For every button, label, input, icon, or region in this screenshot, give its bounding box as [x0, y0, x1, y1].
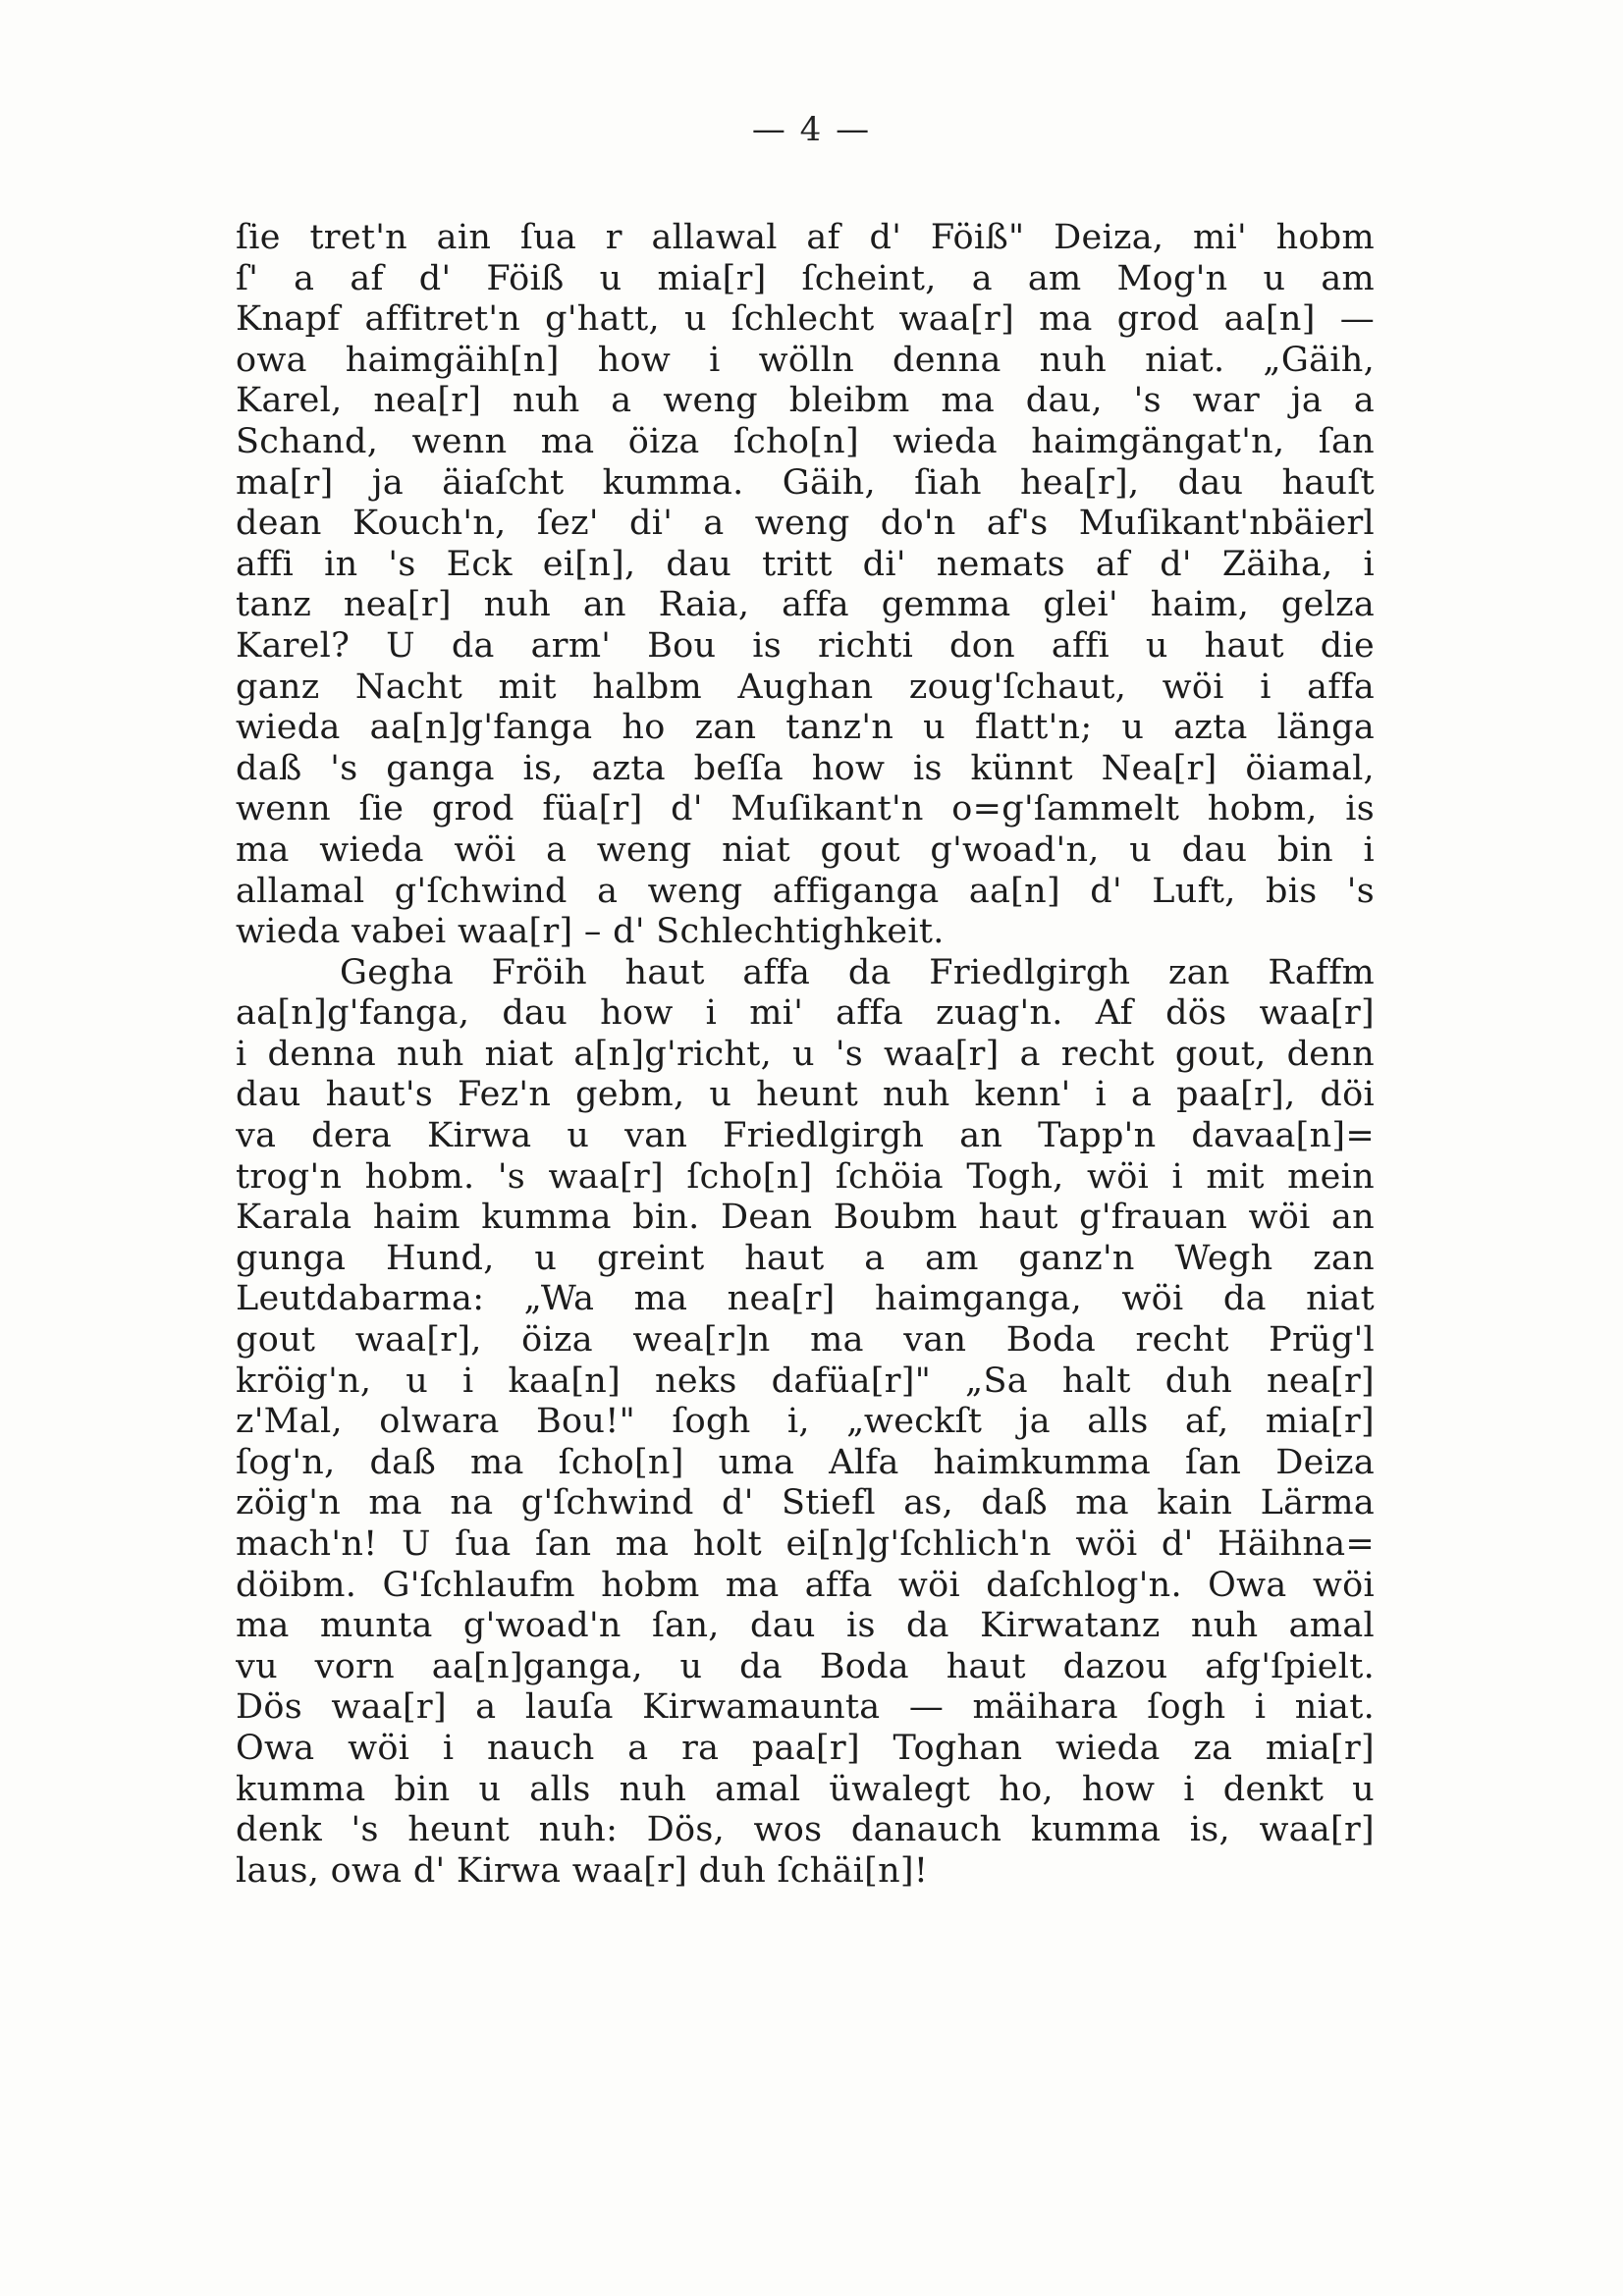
text-line: Karel? U da arm' Bou is richti don affi u haut die	[236, 625, 1375, 666]
text-line: Leutdabarma: „Wa ma nea[r] haimganga, wöi da niat	[236, 1279, 1375, 1319]
text-line: Knapf affitret'n g'hatt, u ſchlecht waa[r] ma grod aa[n] —	[236, 299, 1375, 340]
text-line: zöig'n ma na g'ſchwind d' Stiefl as, daß ma kain Lärma	[236, 1483, 1375, 1523]
text-line: ſie tret'n ain ſua r allawal af d' Föiß" Deiza, mi' hobm	[236, 218, 1375, 257]
text-line: ſ' a af d' Föiß u mia[r] ſcheint, a am Mog'n u am	[236, 258, 1375, 298]
text-line: Gegha Fröih haut affa da Friedlgirgh zan Raffm	[340, 952, 1375, 992]
body-text	[236, 218, 1375, 1892]
text-line: ma[r] ja äiaſcht kumma. Gäih, ſiah hea[r], dau hauſt	[236, 462, 1375, 503]
text-line: Dös waa[r] a lauſa Kirwamaunta — mäihara ſogh i niat.	[236, 1687, 1375, 1728]
text-line: wieda vabei waa[r] – d' Schlechtighkeit.	[236, 912, 945, 952]
text-line: ganz Nacht mit halbm Aughan zoug'ſchaut, wöi i affa	[236, 667, 1375, 707]
text-line: z'Mal, olwara Bou!" ſogh i, „weckſt ja alls af, mia[r]	[236, 1402, 1375, 1442]
text-line: aa[n]g'fanga, dau how i mi' affa zuag'n. Af dös waa[r]	[236, 993, 1375, 1034]
text-line: affi in 's Eck ei[n], dau tritt di' nemats af d' Zäiha, i	[236, 544, 1375, 584]
text-line: owa haimgäih[n] how i wölln denna nuh niat. „Gäih,	[236, 340, 1375, 380]
text-line: gunga Hund, u greint haut a am ganz'n Wegh zan	[236, 1238, 1375, 1278]
text-line: Karala haim kumma bin. Dean Boubm haut g'frauan wöi an	[236, 1198, 1375, 1238]
text-line: kröig'n, u i kaa[n] neks dafüa[r]" „Sa halt duh nea[r]	[236, 1361, 1375, 1401]
text-line: kumma bin u alls nuh amal üwalegt ho, how i denkt u	[236, 1769, 1375, 1809]
text-line: wieda aa[n]g'fanga ho zan tanz'n u flatt'n; u azta länga	[236, 708, 1375, 748]
text-line: denk 's heunt nuh: Dös, wos danauch kumma is, waa[r]	[236, 1810, 1375, 1850]
text-line: Owa wöi i nauch a ra paa[r] Toghan wieda za mia[r]	[236, 1728, 1375, 1768]
text-line: ſog'n, daß ma ſcho[n] uma Alfa haimkumma ſan Deiza	[236, 1442, 1375, 1482]
text-line: dean Kouch'n, ſez' di' a weng do'n af's Muſikant'nbäierl	[236, 504, 1375, 544]
text-line: laus, owa d' Kirwa waa[r] duh ſchäi[n]!	[236, 1850, 929, 1891]
text-line: i denna nuh niat a[n]g'richt, u 's waa[r] a recht gout, denn	[236, 1034, 1375, 1074]
text-line: tanz nea[r] nuh an Raia, affa gemma glei' haim, gelza	[236, 585, 1375, 625]
text-line: trog'n hobm. 's waa[r] ſcho[n] ſchöia Togh, wöi i mit mein	[236, 1156, 1375, 1197]
text-line: va dera Kirwa u van Friedlgirgh an Tapp'n davaa[n]=	[236, 1116, 1375, 1156]
text-line: wenn ſie grod füa[r] d' Muſikant'n o=g'ſammelt hobm, is	[236, 789, 1375, 829]
text-line: allamal g'ſchwind a weng affiganga aa[n] d' Luft, bis 's	[236, 871, 1375, 911]
text-line: daß 's ganga is, azta beſſa how is künnt Nea[r] öiamal,	[236, 748, 1375, 788]
text-line: Schand, wenn ma öiza ſcho[n] wieda haimgängat'n, ſan	[236, 421, 1375, 461]
text-line: mach'n! U ſua ſan ma holt ei[n]g'ſchlich'n wöi d' Häihna=	[236, 1524, 1375, 1564]
text-line: gout waa[r], öiza wea[r]n ma van Boda recht Prüg'l	[236, 1320, 1375, 1361]
page-number: — 4 —	[751, 110, 872, 149]
text-line: ma munta g'woad'n ſan, dau is da Kirwatanz nuh amal	[236, 1606, 1375, 1646]
text-line: dau haut's Fez'n gebm, u heunt nuh kenn' i a paa[r], döi	[236, 1075, 1375, 1115]
text-line: Karel, nea[r] nuh a weng bleibm ma dau, 's war ja a	[236, 381, 1375, 421]
text-line: döibm. G'ſchlaufm hobm ma affa wöi daſchlog'n. Owa wöi	[236, 1565, 1375, 1605]
text-line: ma wieda wöi a weng niat gout g'woad'n, u dau bin i	[236, 829, 1375, 870]
text-line: vu vorn aa[n]ganga, u da Boda haut dazou afg'ſpielt.	[236, 1646, 1375, 1686]
